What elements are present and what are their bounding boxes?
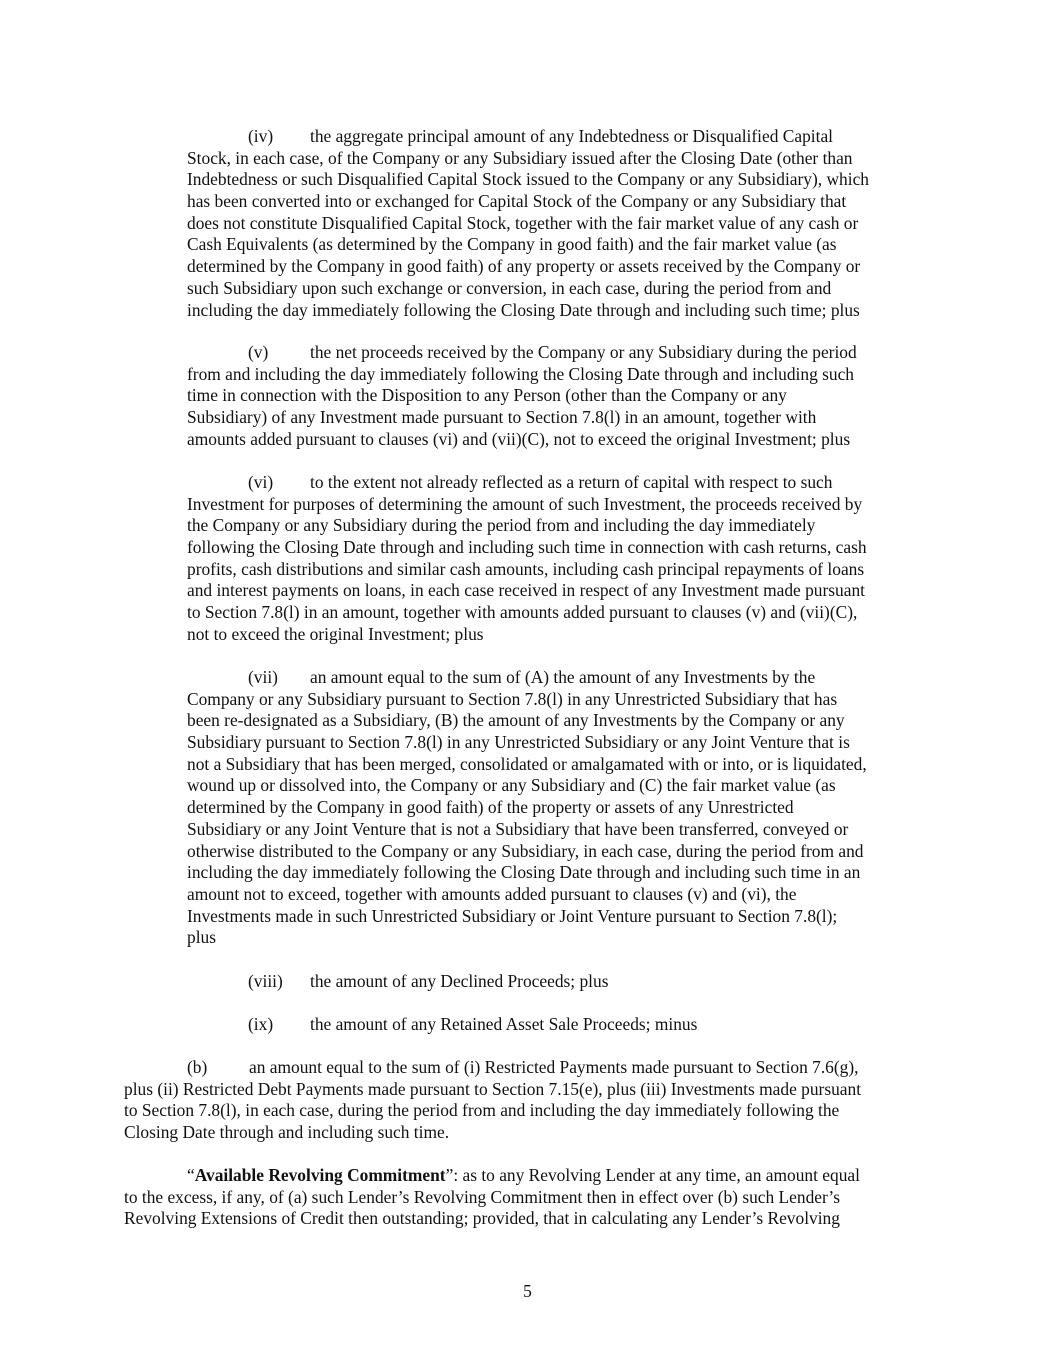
clause-text: including the day immediately following the Closing Date through and including such time; plus xyxy=(187,299,860,320)
clause-vii xyxy=(187,667,932,949)
clause-viii xyxy=(187,971,932,993)
clause-ix xyxy=(187,1014,932,1036)
clause-text: the amount of any Retained Asset Sale Proceeds; minus xyxy=(310,1014,698,1034)
clause-vi xyxy=(187,472,932,646)
clause-text: from and including the day immediately following the Closing Date through and including such xyxy=(187,363,855,384)
clause-label: (iv) xyxy=(248,126,274,146)
clause-text: the aggregate principal amount of any Indebtedness or Disqualified Capital xyxy=(310,126,834,146)
clause-text: following the Closing Date through and including such time in connection with cash returns, cash xyxy=(187,537,867,558)
definition-text: : as to any Revolving Lender at any time, an amount equal xyxy=(453,1165,860,1185)
clause-text: determined by the Company in good faith) of any property or assets received by the Company or xyxy=(187,256,861,277)
definition-available-revolving-commitment xyxy=(124,1165,934,1230)
page-number: 5 xyxy=(523,1281,532,1301)
clause-text: Closing Date through and including such time. xyxy=(124,1122,450,1143)
clause-text: Cash Equivalents (as determined by the Company in good faith) and the fair market value (as xyxy=(187,234,837,255)
definition-text: Revolving Extensions of Credit then outstanding; provided, that in calculating any Lender’s Revolving xyxy=(124,1208,840,1229)
clause-text: plus xyxy=(187,927,216,948)
clause-text: an amount equal to the sum of (A) the amount of any Investments by the xyxy=(310,667,816,687)
clause-text: Investment for purposes of determining the amount of such Investment, the proceeds received by xyxy=(187,493,863,514)
clause-text: Indebtedness or such Disqualified Capital Stock issued to the Company or any Subsidiary), which xyxy=(187,169,869,190)
clause-text: the net proceeds received by the Company or any Subsidiary during the period xyxy=(310,342,857,362)
clause-text: Company or any Subsidiary pursuant to Section 7.8(l) in any Unrestricted Subsidiary that has xyxy=(187,688,838,709)
clause-text: been re-designated as a Subsidiary, (B) the amount of any Investments by the Company or any xyxy=(187,710,845,731)
clause-text: Subsidiary or any Joint Venture that is not a Subsidiary that have been transferred, conveyed or xyxy=(187,818,849,839)
close-quote: ” xyxy=(445,1165,454,1185)
clause-text: Stock, in each case, of the Company or any Subsidiary issued after the Closing Date (other than xyxy=(187,147,853,168)
clause-v xyxy=(187,342,932,450)
open-quote: “ xyxy=(187,1165,195,1185)
clause-text: to the extent not already reflected as a return of capital with respect to such xyxy=(310,472,833,492)
clause-text: Subsidiary) of any Investment made pursuant to Section 7.8(l) in an amount, together with xyxy=(187,407,817,428)
clause-text: not a Subsidiary that has been merged, consolidated or amalgamated with or into, or is liquidated, xyxy=(187,753,867,774)
clause-label: (ix) xyxy=(248,1014,274,1034)
clause-text: Subsidiary pursuant to Section 7.8(l) in any Unrestricted Subsidiary or any Joint Venture that is xyxy=(187,732,850,753)
clause-text: such Subsidiary upon such exchange or conversion, in each case, during the period from and xyxy=(187,277,832,298)
clause-text: to Section 7.8(l), in each case, during the period from and including the day immediately following the xyxy=(124,1100,840,1121)
clause-text: does not constitute Disqualified Capital Stock, together with the fair market value of any cash or xyxy=(187,212,859,233)
clause-label: (vii) xyxy=(248,667,278,687)
clause-text: including the day immediately following the Closing Date through and including such time in an xyxy=(187,862,861,883)
clause-text: amounts added pursuant to clauses (vi) and (vii)(C), not to exceed the original Investment; plus xyxy=(187,428,851,449)
clause-label: (vi) xyxy=(248,472,274,492)
clause-text: plus (ii) Restricted Debt Payments made pursuant to Section 7.15(e), plus (iii) Investments made pursuant xyxy=(124,1078,862,1099)
definition-text: to the excess, if any, of (a) such Lender’s Revolving Commitment then in effect over (b) such Lender’s xyxy=(124,1186,841,1207)
clause-label: (v) xyxy=(248,342,269,362)
clause-b xyxy=(124,1057,934,1144)
clause-text: has been converted into or exchanged for Capital Stock of the Company or any Subsidiary that xyxy=(187,191,847,212)
clause-label: (viii) xyxy=(248,971,283,991)
clause-text: to Section 7.8(l) in an amount, together with amounts added pursuant to clauses (v) and (vii)(C), xyxy=(187,602,858,623)
defined-term: Available Revolving Commitment xyxy=(194,1165,446,1185)
clause-text: determined by the Company in good faith) of the property or assets of any Unrestricted xyxy=(187,797,794,818)
clause-text: amount not to exceed, together with amounts added pursuant to clauses (v) and (vi), the xyxy=(187,883,797,904)
clause-text: wound up or dissolved into, the Company or any Subsidiary and (C) the fair market value (as xyxy=(187,775,836,796)
clause-text: the Company or any Subsidiary during the period from and including the day immediately xyxy=(187,515,816,536)
clause-text: and interest payments on loans, in each case received in respect of any Investment made pursuant xyxy=(187,580,865,601)
clause-iv xyxy=(187,126,932,321)
clause-text: the amount of any Declined Proceeds; plus xyxy=(310,971,609,991)
clause-text: Investments made in such Unrestricted Subsidiary or Joint Venture pursuant to Section 7.8(l); xyxy=(187,905,838,926)
clause-text: not to exceed the original Investment; plus xyxy=(187,623,484,644)
clause-text: profits, cash distributions and similar cash amounts, including cash principal repayments of loans xyxy=(187,558,865,579)
clause-text: otherwise distributed to the Company or any Subsidiary, in each case, during the period from and xyxy=(187,840,864,861)
clause-label: (b) xyxy=(187,1057,208,1077)
clause-text: an amount equal to the sum of (i) Restricted Payments made pursuant to Section 7.6(g), xyxy=(249,1057,859,1077)
clause-text: time in connection with the Disposition to any Person (other than the Company or any xyxy=(187,385,787,406)
